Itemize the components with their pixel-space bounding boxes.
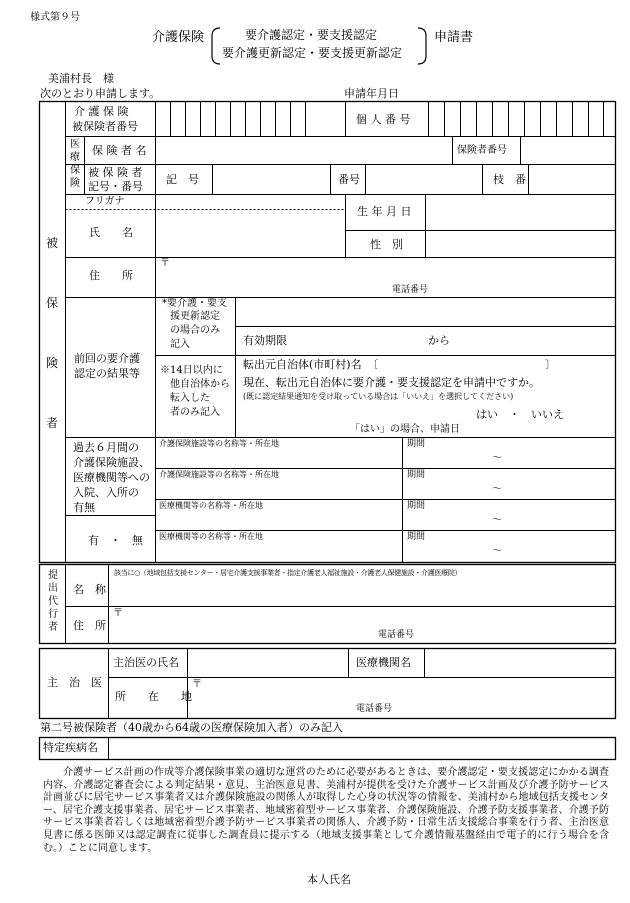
transfer-note: 他自治体から bbox=[170, 379, 230, 390]
intro-text: 次のとおり申請します。 bbox=[40, 87, 161, 100]
form-number: 様式第９号 bbox=[30, 12, 80, 23]
insured-side-char: 被 bbox=[46, 236, 59, 250]
period-label: 期間 bbox=[407, 439, 426, 449]
agent-side-char: 行 bbox=[48, 609, 58, 620]
renewal-note: 援更新認定 bbox=[170, 311, 220, 322]
insured-side-char: 保 bbox=[46, 296, 59, 310]
past6-label: 過去６月間の bbox=[73, 441, 139, 454]
signature-label: 本人氏名 bbox=[307, 873, 351, 886]
transfer-note: 者のみ記入 bbox=[170, 407, 220, 418]
period-label: 期間 bbox=[407, 501, 426, 511]
agent-side-char: 出 bbox=[48, 583, 58, 594]
addressee: 美浦村長 様 bbox=[48, 72, 114, 85]
past6-label: 医療機関等への bbox=[73, 471, 150, 484]
period-tilde: ～ bbox=[492, 515, 502, 526]
transfer-note: 転入した bbox=[170, 393, 210, 404]
period-tilde: ～ bbox=[492, 484, 502, 495]
previous-label: 前回の要介護 bbox=[74, 352, 140, 365]
furigana-label: フリガナ bbox=[85, 196, 125, 207]
personal-number-label: 個 人 番 号 bbox=[356, 113, 411, 126]
agent-applicable-note: 該当に○（地域包括支援センター・居宅介護支援事業者・指定介護老人福祉施設・介護老人保健施設・介護医療院） bbox=[114, 569, 462, 577]
birthdate-label: 生 年 月 日 bbox=[357, 205, 412, 218]
branch-label: 枝 番 bbox=[493, 173, 526, 186]
insurer-number-label: 保険者番号 bbox=[457, 145, 507, 156]
medical-side-char: 保 bbox=[70, 165, 80, 176]
insured-number-label: 介 護 保 険 bbox=[74, 105, 129, 118]
agent-side-char: 代 bbox=[48, 596, 58, 607]
period-label: 期間 bbox=[407, 470, 426, 480]
holder-label: 被 保 険 者 bbox=[88, 166, 143, 179]
agent-name-label: 名 称 bbox=[73, 583, 106, 596]
doctor-postal-mark: 〒 bbox=[192, 679, 202, 690]
doctor-location-label: 所 在 地 bbox=[115, 690, 192, 703]
medical-institution-label: 医療機関名 bbox=[356, 656, 411, 669]
insurer-name-label: 保 険 者 名 bbox=[92, 144, 147, 157]
transfer-note: ※14日以内に bbox=[160, 365, 223, 376]
validity-label: 有効期限 bbox=[243, 334, 287, 347]
past6-label: 入院、入所の bbox=[73, 486, 139, 499]
application-date-label: 申請年月日 bbox=[344, 87, 399, 100]
pending-question: 現在、転出元自治体に要介護・要支援認定を申請中ですか。 bbox=[243, 376, 540, 389]
previous-label: 認定の結果等 bbox=[74, 367, 140, 380]
facility-name-label: 医療機関等の名称等・所在地 bbox=[159, 501, 263, 510]
renewal-note: の場合のみ bbox=[170, 325, 220, 336]
title-option-1: 要介護認定・要支援認定 bbox=[245, 28, 378, 42]
renewal-note: *要介護・要支 bbox=[162, 298, 227, 309]
doctor-side-label: 主 治 医 bbox=[47, 676, 102, 689]
title-left: 介護保険 bbox=[152, 30, 205, 45]
phone-label: 電話番号 bbox=[392, 285, 429, 295]
sex-label: 性 別 bbox=[370, 238, 403, 251]
agent-side-char: 者 bbox=[48, 622, 58, 633]
insured-side-char: 者 bbox=[46, 416, 59, 430]
period-tilde: ～ bbox=[492, 546, 502, 557]
origin-label: 転出元自治体(市町村)名 〔 bbox=[243, 358, 379, 371]
past6-label: 有無 bbox=[73, 501, 95, 514]
agent-postal-mark: 〒 bbox=[113, 608, 123, 619]
doctor-phone-label: 電話番号 bbox=[356, 704, 393, 714]
insured-side-char: 険 bbox=[46, 356, 59, 370]
consent-paragraph: 介護サービス計画の作成等介護保険事業の適切な運営のために必要があるときは、要介護認定・要支援認定にかかる調査内容、介護認定審査会による判定結果・意見、主治医意見書、美浦村が提供を受けた介護サービス計画及び介護予防サービス計画並びに居宅サービス事業者又は介護保険施設の関係人が取得した心身の状況等の情報を、美浦村から地域包括支援センター、居宅介護支援事業者、居宅サービス事業者、地域密着型サービス事業者、介護保険施設、介護予防支援事業者、介護予防サービス事業者若しくは地域密着型介護予防サービス事業者の関係人、介護予防・日常生活支援総合事業を行う者、主治医意見書に係る医師又は認定調査に従事した調査員に提示する（地域支援事業として介護情報基盤経由で電子的に行う場合を含む。）ことに同意します。 bbox=[43, 767, 609, 854]
medical-side-char: 医 bbox=[70, 139, 80, 150]
mark-label: 記 号 bbox=[166, 173, 199, 186]
facility-name-label: 介護保険施設等の名称等・所在地 bbox=[159, 470, 279, 479]
second-insured-note: 第二号被保険者（40歳から64歳の医療保険加入者）のみ記入 bbox=[40, 721, 343, 734]
origin-close: 〕 bbox=[545, 358, 556, 371]
number-label: 番号 bbox=[338, 173, 360, 186]
validity-from: から bbox=[428, 334, 450, 347]
agent-side-char: 提 bbox=[48, 570, 58, 581]
specific-disease-label: 特定疾病名 bbox=[43, 741, 98, 754]
address-label: 住 所 bbox=[89, 269, 133, 282]
past6-label: 介護保険施設、 bbox=[73, 456, 150, 469]
holder-label: 記号・番号 bbox=[88, 180, 143, 193]
doctor-name-label: 主治医の氏名 bbox=[113, 656, 179, 669]
name-label: 氏 名 bbox=[89, 226, 133, 239]
if-yes-date-label: 「はい」の場合、申請日 bbox=[350, 424, 460, 435]
period-label: 期間 bbox=[407, 532, 426, 542]
presence-choice[interactable]: 有 ・ 無 bbox=[88, 534, 143, 547]
facility-name-label: 医療機関等の名称等・所在地 bbox=[159, 532, 263, 541]
facility-name-label: 介護保険施設等の名称等・所在地 bbox=[159, 439, 279, 448]
postal-mark: 〒 bbox=[160, 258, 170, 269]
renewal-note: 記入 bbox=[170, 339, 190, 350]
insured-number-label: 被保険者番号 bbox=[72, 120, 138, 133]
title-right: 申請書 bbox=[434, 30, 474, 45]
agent-phone-label: 電話番号 bbox=[378, 630, 415, 640]
period-tilde: ～ bbox=[492, 453, 502, 464]
medical-side-char: 険 bbox=[70, 178, 80, 189]
pending-question-note: (既に認定結果通知を受け取っている場合は「いいえ」を選択してください) bbox=[243, 392, 514, 401]
medical-side-char: 療 bbox=[70, 152, 80, 163]
yes-no-choice[interactable]: はい ・ いいえ bbox=[476, 408, 564, 421]
title-option-2: 要介護更新認定・要支援更新認定 bbox=[222, 46, 403, 60]
agent-address-label: 住 所 bbox=[73, 619, 106, 632]
